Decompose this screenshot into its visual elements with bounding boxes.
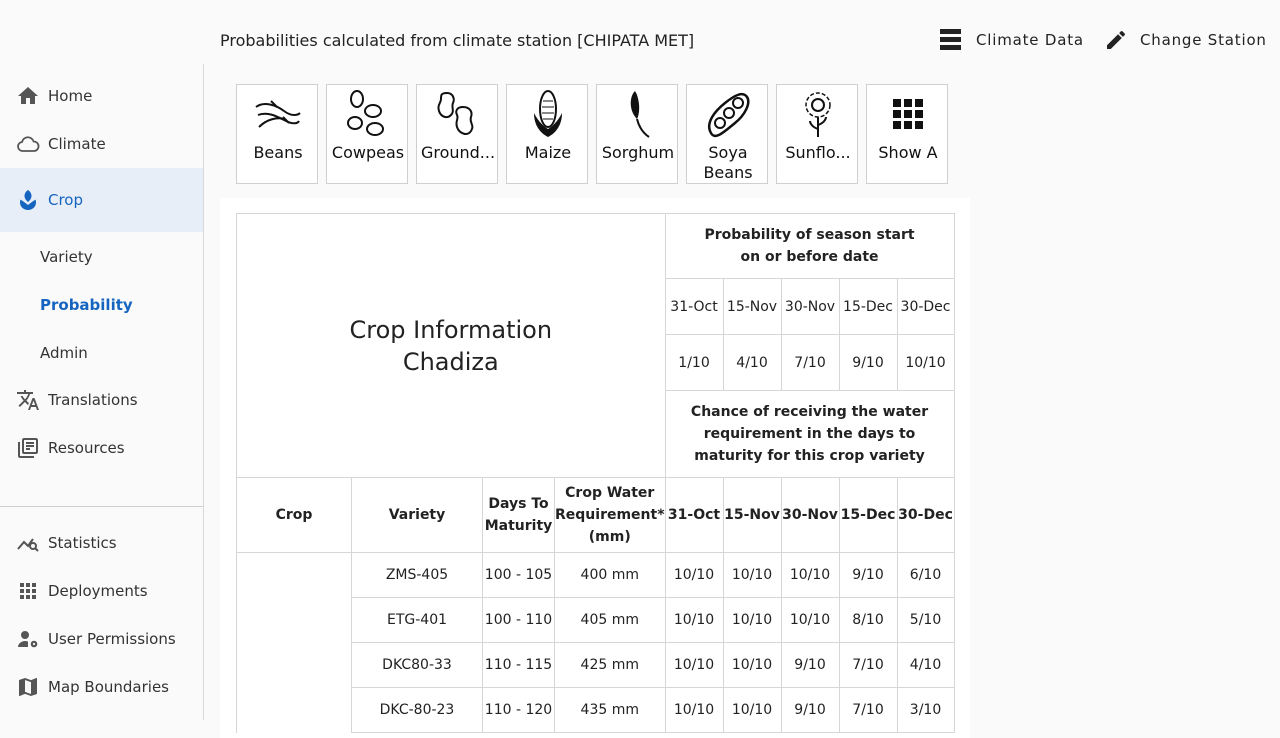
crop-tile-sunflower[interactable] [776, 84, 858, 184]
soya-beans-icon [703, 89, 753, 139]
crop-tile-soya-beans[interactable] [686, 84, 768, 184]
probability-cell: 7/10 [839, 643, 897, 688]
apps-icon [16, 579, 40, 603]
crop-tile-sorghum[interactable] [596, 84, 678, 184]
water-cell: 425 mm [555, 643, 666, 688]
groundnuts-icon [433, 89, 483, 139]
crop-label: Sunflo... [785, 143, 851, 162]
crop-label: Beans [253, 143, 303, 162]
season-date-cell: 30-Nov [781, 279, 839, 335]
sidebar-item-statistics[interactable] [0, 519, 203, 567]
season-probability-cell: 1/10 [665, 335, 723, 391]
column-header-date: 30-Dec [897, 478, 954, 553]
page-title: Probabilities calculated from climate station [CHIPATA MET] [220, 31, 695, 50]
column-header-days-label: Days To Maturity [484, 496, 553, 534]
crop-label: Maize [524, 143, 572, 162]
grid-icon [883, 89, 933, 139]
column-header-water: Crop Water Requirement* (mm) [555, 478, 666, 553]
probability-cell: 9/10 [839, 553, 897, 598]
probability-cell: 10/10 [723, 688, 781, 733]
sidebar-item-label: Deployments [48, 582, 148, 600]
days-cell: 110 - 115 [483, 643, 555, 688]
probability-cell: 10/10 [665, 598, 723, 643]
probability-cell: 6/10 [897, 553, 954, 598]
season-probability-cell: 10/10 [897, 335, 954, 391]
sidebar-item-deployments[interactable] [0, 567, 203, 615]
user-cog-icon [16, 627, 40, 651]
probability-cell: 10/10 [723, 598, 781, 643]
sidebar-item-climate[interactable] [0, 120, 203, 168]
probability-cell: 10/10 [781, 553, 839, 598]
crop-information-name: Chadiza [402, 347, 499, 376]
sidebar-item-crop[interactable] [0, 168, 203, 232]
sidebar-item-label: Crop [48, 191, 84, 209]
days-cell: 110 - 120 [483, 688, 555, 733]
season-date-cell: 31-Oct [665, 279, 723, 335]
sunflower-icon [793, 89, 843, 139]
crop-tile-cowpeas[interactable] [326, 84, 408, 184]
crop-label: Ground... [420, 143, 496, 162]
cowpeas-icon [343, 89, 393, 139]
column-header-date: 31-Oct [665, 478, 723, 553]
probability-cell: 10/10 [665, 553, 723, 598]
climate-data-button[interactable] [940, 28, 1084, 52]
sprout-icon [16, 188, 40, 212]
water-cell: 435 mm [555, 688, 666, 733]
column-header-variety: Variety [352, 478, 483, 553]
probability-cell: 10/10 [665, 643, 723, 688]
crop-label: Sorghum [601, 143, 675, 162]
crop-tile-groundnuts[interactable] [416, 84, 498, 184]
library-icon [16, 436, 40, 460]
column-header-days [483, 478, 555, 553]
translate-icon [16, 388, 40, 412]
crop-selector [236, 84, 938, 182]
map-icon [16, 675, 40, 699]
view-headline-icon [940, 28, 964, 52]
sidebar-item-label: Translations [48, 391, 138, 409]
season-probability-cell: 9/10 [839, 335, 897, 391]
column-header-date: 30-Nov [781, 478, 839, 553]
probability-cell: 3/10 [897, 688, 954, 733]
crop-tile-beans[interactable] [236, 84, 318, 184]
probability-cell: 5/10 [897, 598, 954, 643]
sidebar-item-map-boundaries[interactable] [0, 663, 203, 711]
crop-information-cell [237, 214, 666, 478]
show-all-crops-button[interactable] [866, 84, 948, 184]
season-date-cell: 30-Dec [897, 279, 954, 335]
sidebar-divider [0, 506, 203, 507]
crop-label: Soya Beans [703, 143, 753, 182]
sidebar-item-resources[interactable] [0, 424, 203, 472]
probability-cell: 4/10 [897, 643, 954, 688]
probability-cell: 10/10 [723, 553, 781, 598]
variety-cell: DKC80-33 [352, 643, 483, 688]
sidebar-item-user-permissions[interactable] [0, 615, 203, 663]
sorghum-icon [613, 89, 663, 139]
sidebar-item-label: Home [48, 87, 93, 105]
crop-tile-maize[interactable] [506, 84, 588, 184]
sidebar-item-home[interactable] [0, 72, 203, 120]
probability-cell: 8/10 [839, 598, 897, 643]
probability-cell: 10/10 [723, 643, 781, 688]
sidebar-subitem-probability[interactable]: Probability [40, 296, 133, 314]
probability-table [236, 213, 955, 733]
season-date-cell: 15-Nov [723, 279, 781, 335]
sidebar-item-label: Resources [48, 439, 125, 457]
probability-cell: 7/10 [839, 688, 897, 733]
crop-cell [237, 553, 352, 733]
pencil-icon [1104, 28, 1128, 52]
table-row [237, 553, 955, 598]
variety-cell: DKC-80-23 [352, 688, 483, 733]
climate-data-label: Climate Data [976, 31, 1084, 49]
days-cell: 100 - 110 [483, 598, 555, 643]
season-probability-cell: 4/10 [723, 335, 781, 391]
probability-cell: 9/10 [781, 643, 839, 688]
column-header-crop: Crop [237, 478, 352, 553]
sidebar-item-label: User Permissions [48, 630, 176, 648]
cloud-icon [16, 132, 40, 156]
probability-cell: 10/10 [665, 688, 723, 733]
home-icon [16, 84, 40, 108]
chart-search-icon [16, 531, 40, 555]
sidebar-item-label: Statistics [48, 534, 117, 552]
water-requirement-header: Chance of receiving the water requirement in the days to maturity for this crop variety [665, 391, 954, 478]
probability-card [220, 198, 970, 738]
maize-icon [523, 89, 573, 139]
change-station-label: Change Station [1140, 31, 1267, 49]
season-probability-cell: 7/10 [781, 335, 839, 391]
season-date-cell: 15-Dec [839, 279, 897, 335]
sidebar-item-label: Map Boundaries [48, 678, 169, 696]
sidebar-subitem-variety[interactable]: Variety [40, 248, 93, 266]
probability-cell: 10/10 [781, 598, 839, 643]
variety-cell: ZMS-405 [352, 553, 483, 598]
beans-icon [253, 89, 303, 139]
top-bar [0, 0, 1280, 64]
column-header-date: 15-Dec [839, 478, 897, 553]
variety-cell: ETG-401 [352, 598, 483, 643]
crop-label: Show A [878, 143, 938, 162]
crop-label: Cowpeas [331, 143, 405, 162]
sidebar-subitem-admin[interactable]: Admin [40, 344, 88, 362]
season-start-header: Probability of season start on or before date [665, 214, 954, 279]
water-cell: 405 mm [555, 598, 666, 643]
water-cell: 400 mm [555, 553, 666, 598]
change-station-button[interactable] [1104, 28, 1267, 52]
probability-cell: 9/10 [781, 688, 839, 733]
sidebar-item-label: Climate [48, 135, 106, 153]
sidebar-item-translations[interactable] [0, 376, 203, 424]
column-header-date: 15-Nov [723, 478, 781, 553]
sidebar [0, 64, 204, 720]
crop-information-title: Crop Information [349, 315, 553, 344]
days-cell: 100 - 105 [483, 553, 555, 598]
